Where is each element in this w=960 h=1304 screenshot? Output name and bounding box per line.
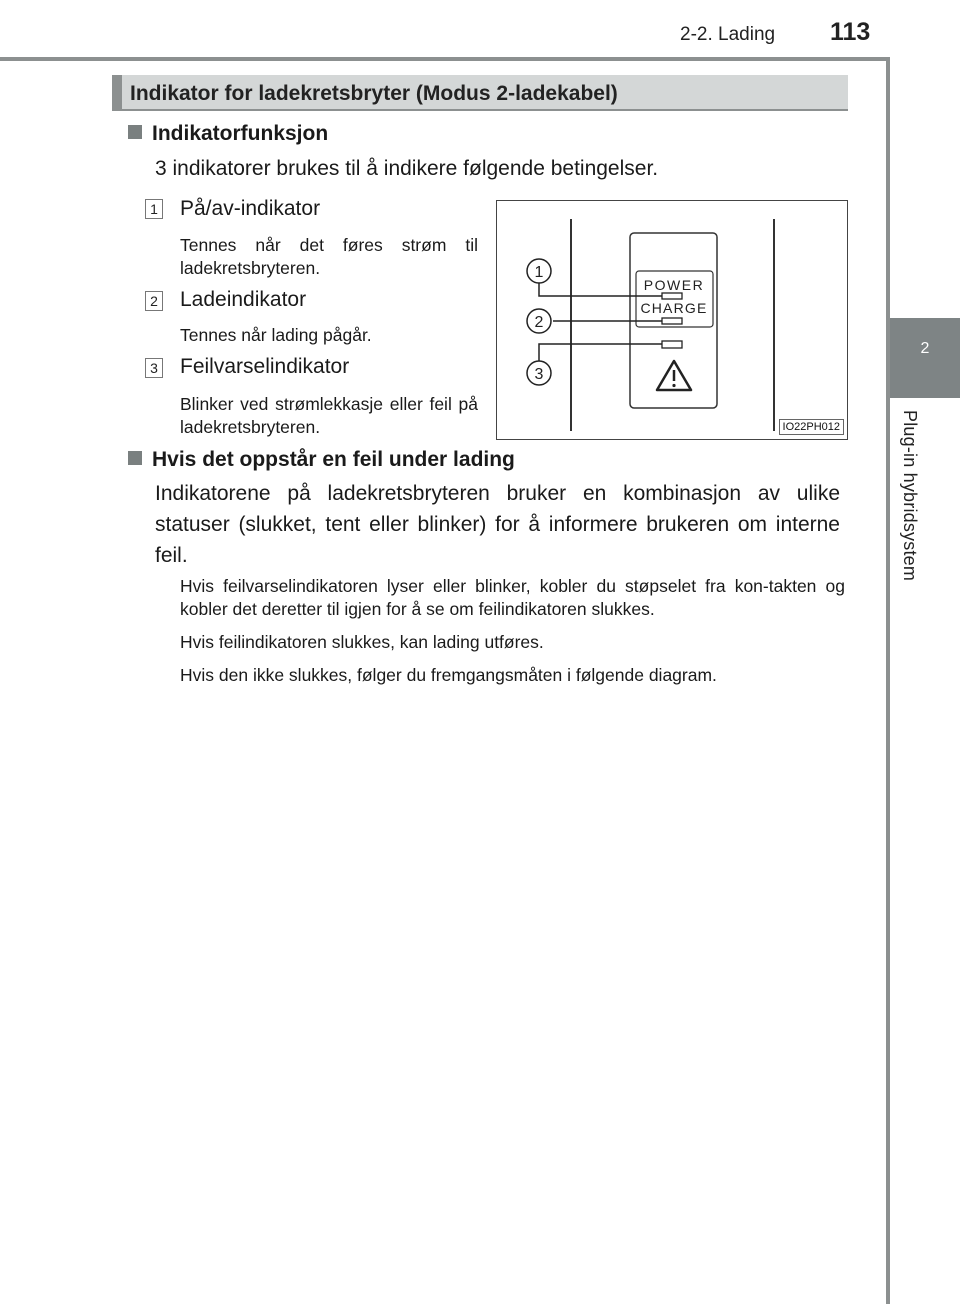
section-heading (112, 75, 848, 111)
power-indicator-lamp (662, 293, 682, 299)
error-note-2: Hvis feilindikatoren slukkes, kan lading utføres. (180, 632, 544, 652)
charge-label: CHARGE (640, 300, 708, 316)
charging-breaker-figure (496, 200, 848, 440)
error-section-paragraph: Indikatorene på ladekretsbryteren bruker en kombinasjon av ulike statuser (slukket, tent eller blinker) for å informere brukeren om interne feil. (155, 482, 840, 567)
charge-indicator-lamp (662, 318, 682, 324)
callout-2: 2 (534, 314, 544, 331)
chapter-tab (890, 318, 960, 398)
header-section-title: 2-2. Lading (680, 24, 776, 45)
header-rule (0, 57, 886, 61)
item-number-1: 1 (145, 199, 163, 219)
section-heading-title: Indikator for ladekretsbryter (Modus 2-ladekabel) (130, 82, 618, 105)
error-note-3: Hvis den ikke slukkes, følger du fremgangsmåten i følgende diagram. (180, 665, 717, 685)
item-number-3: 3 (145, 358, 163, 378)
square-bullet-icon (128, 125, 142, 139)
error-section-heading (128, 448, 515, 472)
item-text-3: Blinker ved strømlekkasje eller feil på ladekretsbryteren. (180, 394, 478, 437)
item-text-1: Tennes når det føres strøm til ladekretsbryteren. (180, 235, 478, 278)
page-number: 113 (830, 18, 871, 46)
indicator-functions-heading (128, 122, 328, 146)
error-indicator-lamp (662, 341, 682, 348)
item-text-2: Tennes når lading pågår. (180, 325, 372, 345)
chapter-number: 2 (920, 340, 930, 357)
indicator-functions-heading-text: Indikatorfunksjon (152, 122, 329, 145)
charging-breaker-illustration (497, 201, 847, 439)
error-note-1: Hvis feilvarselindikatoren lyser eller blinker, kobler du støpselet fra kon-takten og kobler det deretter til igjen for å se om feilindikatoren slukkes. (180, 576, 845, 619)
power-label: POWER (643, 277, 705, 293)
side-rule (886, 57, 890, 1304)
item-title-2: Ladeindikator (180, 288, 307, 311)
item-number-2: 2 (145, 291, 163, 311)
item-title-3: Feilvarselindikator (180, 355, 350, 378)
section-heading-bar (112, 75, 122, 111)
callout-3: 3 (534, 366, 544, 383)
indicator-functions-intro: 3 indikatorer brukes til å indikere følgende betingelser. (155, 157, 659, 180)
chapter-title: Plug-in hybridsystem (900, 410, 920, 582)
figure-code: IO22PH012 (779, 419, 844, 435)
error-section-heading-text: Hvis det oppstår en feil under lading (152, 448, 515, 471)
callout-1: 1 (534, 264, 544, 281)
item-title-1: På/av-indikator (180, 197, 321, 220)
square-bullet-icon (128, 451, 142, 465)
